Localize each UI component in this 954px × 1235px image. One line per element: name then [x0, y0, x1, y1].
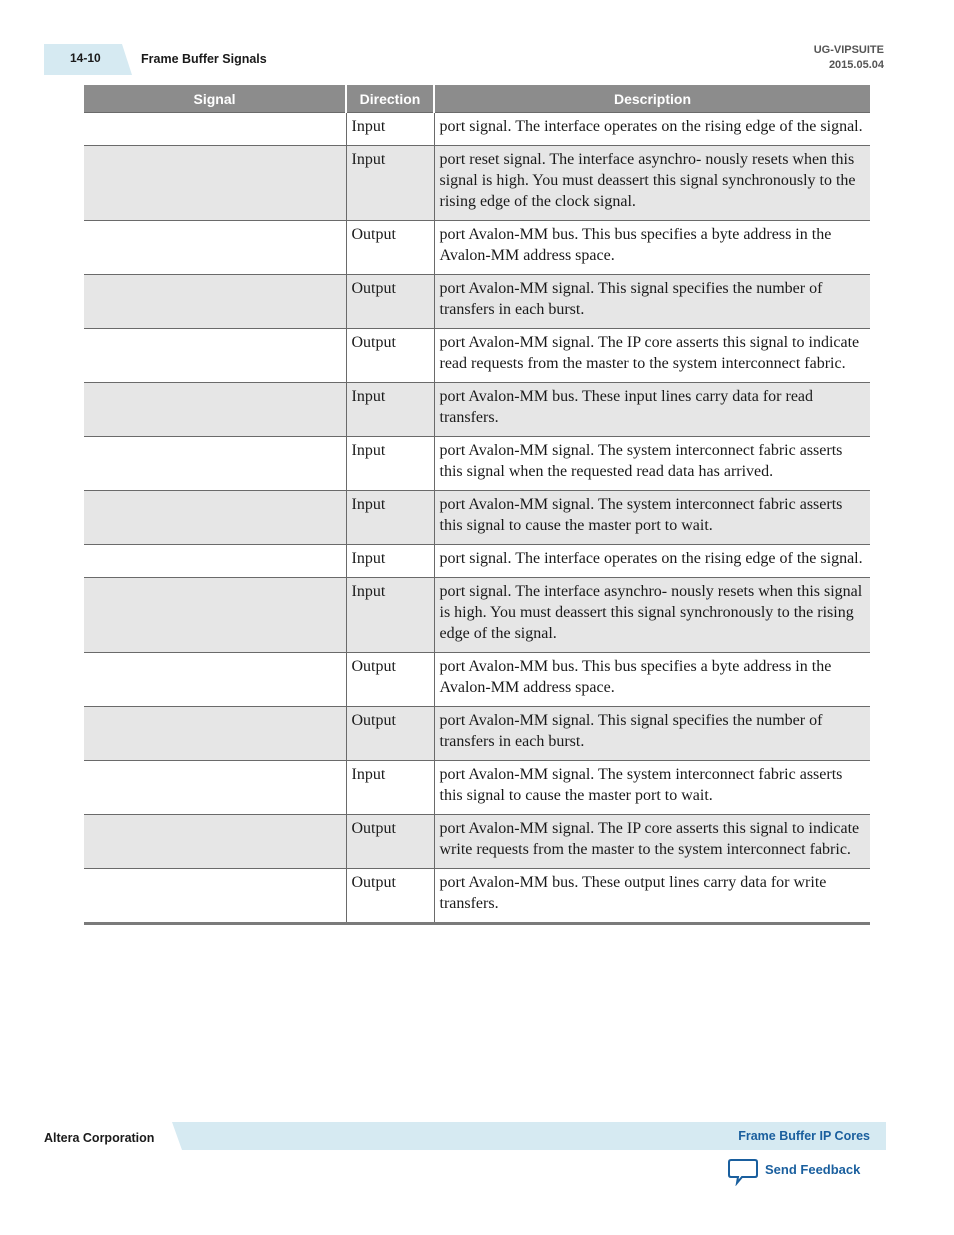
signal-cell [84, 707, 346, 761]
signal-cell [84, 761, 346, 815]
page-number: 14-10 [70, 51, 101, 65]
table-row [84, 761, 870, 815]
column-header-direction: Direction [346, 85, 434, 113]
table-row [84, 221, 870, 275]
description-cell: port Avalon-MM bus. This bus specifies a byte address in the Avalon-MM address space. [434, 221, 870, 275]
table-row [84, 578, 870, 653]
signal-cell [84, 578, 346, 653]
signal-cell [84, 653, 346, 707]
direction-cell: Output [346, 653, 434, 707]
document-id: UG-VIPSUITE [813, 44, 884, 56]
description-cell: port Avalon-MM signal. This signal specifies the number of transfers in each burst. [434, 275, 870, 329]
direction-cell: Output [346, 869, 434, 924]
document-id-block [814, 43, 884, 73]
description-cell: port signal. The interface asynchro- nously resets when this signal is high. You must deassert this signal synchronously to the rising edge of the signal. [434, 578, 870, 653]
corporation-name: Altera Corporation [44, 1131, 155, 1145]
description-cell: port signal. The interface operates on the rising edge of the signal. [434, 113, 870, 146]
table-row [84, 653, 870, 707]
signal-cell [84, 491, 346, 545]
page-number-tab [44, 44, 132, 75]
description-cell: port signal. The interface operates on the rising edge of the signal. [434, 545, 870, 578]
direction-cell: Output [346, 221, 434, 275]
direction-cell: Input [346, 578, 434, 653]
table-row [84, 545, 870, 578]
description-cell: port Avalon-MM bus. This bus specifies a byte address in the Avalon-MM address space. [434, 653, 870, 707]
signal-cell [84, 869, 346, 924]
table-row [84, 437, 870, 491]
description-cell: port Avalon-MM signal. The IP core asserts this signal to indicate write requests from the master to the system interconnect fabric. [434, 815, 870, 869]
signals-table [84, 85, 870, 925]
description-cell: port Avalon-MM bus. These output lines carry data for write transfers. [434, 869, 870, 924]
document-date: 2015.05.04 [828, 59, 884, 71]
table-row [84, 146, 870, 221]
description-cell: port Avalon-MM signal. The IP core asserts this signal to indicate read requests from the master to the system interconnect fabric. [434, 329, 870, 383]
direction-cell: Input [346, 491, 434, 545]
description-cell: port Avalon-MM bus. These input lines carry data for read transfers. [434, 383, 870, 437]
signal-cell [84, 815, 346, 869]
table-row [84, 869, 870, 924]
direction-cell: Input [346, 113, 434, 146]
signal-cell [84, 437, 346, 491]
direction-cell: Output [346, 815, 434, 869]
table-row [84, 329, 870, 383]
column-header-signal: Signal [84, 85, 346, 113]
signal-cell [84, 545, 346, 578]
description-cell: port Avalon-MM signal. The system interconnect fabric asserts this signal to cause the master port to wait. [434, 761, 870, 815]
direction-cell: Input [346, 545, 434, 578]
document-title-link[interactable]: Frame Buffer IP Cores [738, 1129, 870, 1143]
direction-cell: Input [346, 146, 434, 221]
table-row [84, 113, 870, 146]
description-cell: port Avalon-MM signal. This signal specifies the number of transfers in each burst. [434, 707, 870, 761]
column-header-description: Description [434, 85, 870, 113]
description-cell: port Avalon-MM signal. The system interconnect fabric asserts this signal to cause the master port to wait. [434, 491, 870, 545]
direction-cell: Input [346, 437, 434, 491]
send-feedback-label: Send Feedback [765, 1162, 861, 1177]
speech-bubble-icon [728, 1158, 758, 1186]
direction-cell: Input [346, 383, 434, 437]
table-row [84, 491, 870, 545]
direction-cell: Input [346, 761, 434, 815]
direction-cell: Output [346, 329, 434, 383]
section-title: Frame Buffer Signals [141, 52, 267, 66]
direction-cell: Output [346, 275, 434, 329]
table-row [84, 815, 870, 869]
signal-cell [84, 383, 346, 437]
table-row [84, 275, 870, 329]
signal-cell [84, 275, 346, 329]
table-header-row [84, 85, 870, 113]
description-cell: port Avalon-MM signal. The system interconnect fabric asserts this signal when the requested read data has arrived. [434, 437, 870, 491]
signal-cell [84, 113, 346, 146]
signal-cell [84, 221, 346, 275]
signal-cell [84, 329, 346, 383]
direction-cell: Output [346, 707, 434, 761]
signal-cell [84, 146, 346, 221]
table-row [84, 707, 870, 761]
table-row [84, 383, 870, 437]
description-cell: port reset signal. The interface asynchro- nously resets when this signal is high. You must deassert this signal synchronously to the rising edge of the clock signal. [434, 146, 870, 221]
